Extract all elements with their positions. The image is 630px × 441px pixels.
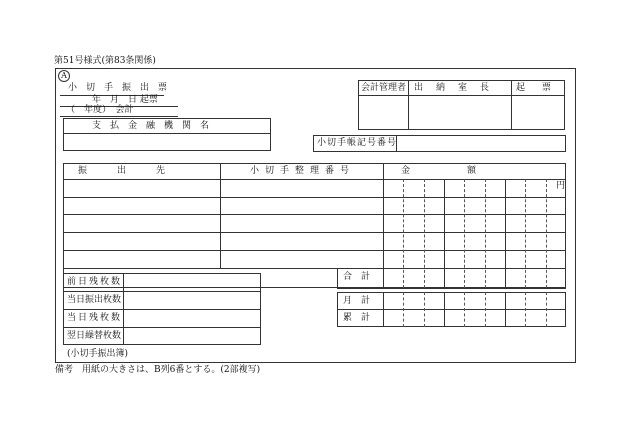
cumulative-label: 累 計 xyxy=(343,313,371,323)
table-row[interactable] xyxy=(64,180,565,196)
form-number-label: 第51号様式(第83条関係) xyxy=(54,56,156,66)
table-row[interactable] xyxy=(64,198,565,213)
digit-sep xyxy=(485,292,486,327)
circled-a-mark: A xyxy=(58,70,70,82)
digit-sep xyxy=(525,292,526,327)
date-label: 年 月 日 起票 xyxy=(92,95,158,105)
header-payee: 振 出 先 xyxy=(78,166,170,176)
approval-header-issuer: 起 票 xyxy=(516,83,556,93)
footer-note: (小切手振出簿) xyxy=(67,349,129,359)
fiscal-label: （ 年度） 会計 xyxy=(66,105,134,115)
monthly-label: 月 計 xyxy=(343,296,371,306)
header-amount: 金 額 xyxy=(401,166,479,176)
summary-label: 当日残枚数 xyxy=(67,313,123,323)
total-left xyxy=(337,268,338,288)
approval-header-manager: 会計管理者 xyxy=(361,83,407,93)
summary-label: 前日残枚数 xyxy=(67,277,123,287)
check-book-label: 小切手帳記号番号 xyxy=(317,138,398,148)
summary-field[interactable] xyxy=(124,328,260,344)
digit-sep xyxy=(424,292,425,327)
digit-sep xyxy=(403,292,404,327)
fiscal-underline xyxy=(60,116,178,117)
bank-header: 支払金融機関名 xyxy=(92,121,219,131)
digit-sep xyxy=(546,292,547,327)
monthly-divider xyxy=(337,309,566,310)
row-line-5 xyxy=(63,268,566,269)
table-row[interactable] xyxy=(64,233,565,249)
seal-treasury[interactable] xyxy=(409,96,510,129)
yen-unit: 円 xyxy=(556,181,566,191)
digit-sep xyxy=(505,292,506,327)
bank-name-field[interactable] xyxy=(64,134,270,150)
summary-label: 翌日繰替枚数 xyxy=(67,331,122,341)
summary-field[interactable] xyxy=(124,292,260,308)
digit-sep xyxy=(464,292,465,327)
summary-field[interactable] xyxy=(124,310,260,326)
seal-issuer[interactable] xyxy=(512,96,564,129)
table-row[interactable] xyxy=(64,215,565,231)
remarks: 備考 用紙の大きさは、B列6番とする。(2部複写) xyxy=(55,365,261,375)
monthly-sep xyxy=(383,292,384,327)
form-title: 小切手振出票 xyxy=(68,83,177,93)
summary-label: 当日振出枚数 xyxy=(67,295,122,305)
total-label: 合 計 xyxy=(343,272,371,282)
check-book-field[interactable] xyxy=(397,136,565,151)
summary-field[interactable] xyxy=(124,274,260,290)
approval-header-treasury: 出 納 室 長 xyxy=(414,83,492,93)
table-row[interactable] xyxy=(64,251,565,267)
total-bottom xyxy=(337,288,566,289)
digit-sep xyxy=(444,292,445,327)
seal-manager[interactable] xyxy=(359,96,407,129)
header-check-number: 小切手整理番号 xyxy=(250,166,356,176)
